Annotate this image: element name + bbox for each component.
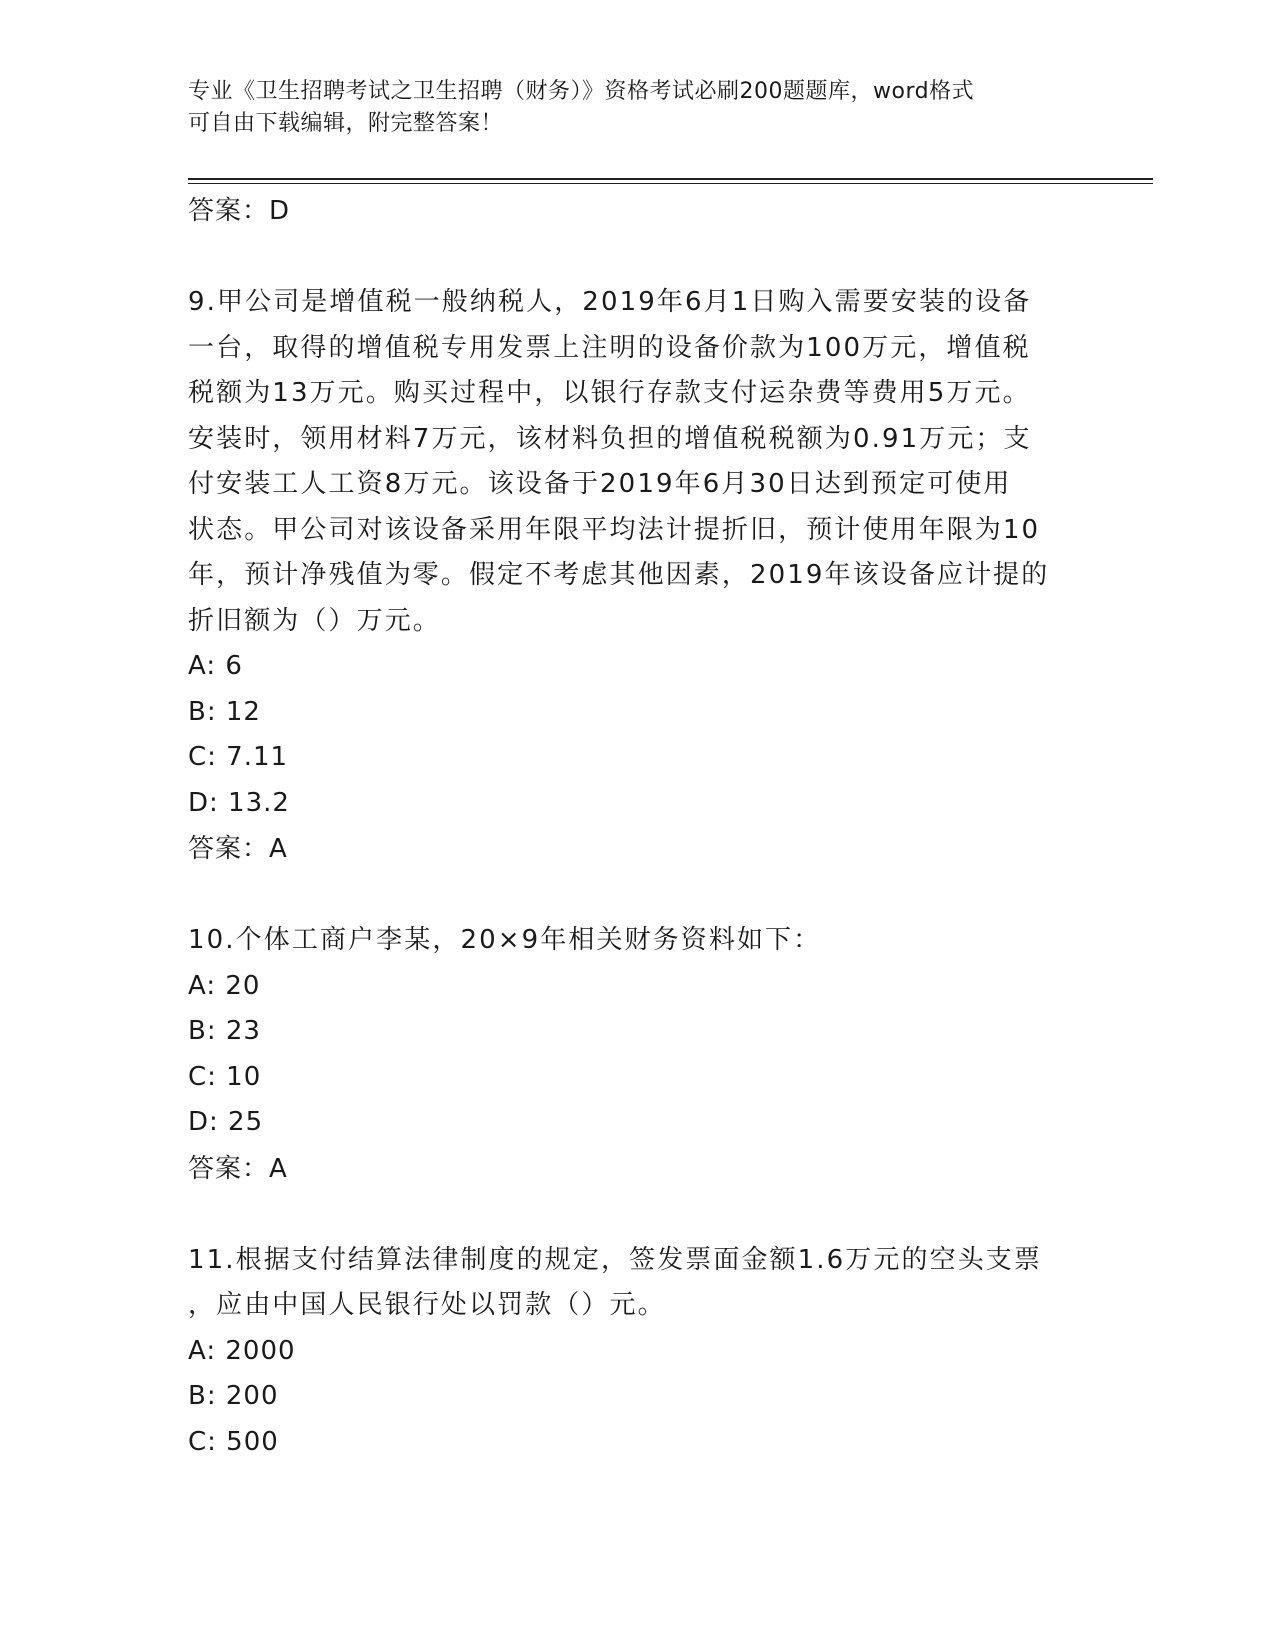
header-divider-thick (188, 178, 1153, 180)
spacer (188, 234, 1078, 280)
option-b: B: 12 (188, 696, 261, 727)
option-b: B: 23 (188, 1016, 261, 1046)
answer: 答案：A (188, 1153, 288, 1184)
question-line: 一台，取得的增值税专用发票上注明的设备价款为100万元，增值税 (188, 332, 1031, 363)
option-c: C: 10 (188, 1061, 262, 1092)
header-line-2: 可自由下载编辑，附完整答案！ (188, 111, 504, 136)
option-a: A: 2000 (188, 1335, 296, 1366)
question-11 (188, 1238, 1078, 1466)
question-line: 10.个体工商户李某，20×9年相关财务资料如下： (188, 925, 822, 955)
question-line: 年，预计净残值为零。假定不考虑其他因素，2019年该设备应计提的 (188, 560, 1050, 590)
option-a: A: 6 (188, 651, 243, 681)
spacer (188, 1192, 1078, 1238)
question-line: 付安装工人工资8万元。该设备于2019年6月30日达到预定可使用 (188, 469, 1012, 499)
question-line: 11.根据支付结算法律制度的规定，签发票面金额1.6万元的空头支票 (188, 1244, 1042, 1275)
question-10 (188, 918, 1078, 1192)
option-b: B: 200 (188, 1381, 279, 1411)
option-c: C: 500 (188, 1426, 279, 1457)
previous-answer: 答案：D (188, 196, 291, 226)
option-c: C: 7.11 (188, 742, 289, 772)
question-9 (188, 280, 1078, 872)
header-line-1: 专业《卫生招聘考试之卫生招聘（财务）》资格考试必刷200题题库，word格式 (188, 79, 975, 104)
option-d: D: 25 (188, 1107, 264, 1137)
question-line: 税额为13万元。购买过程中，以银行存款支付运杂费等费用5万元。 (188, 378, 1031, 408)
question-line: 9.甲公司是增值税一般纳税人，2019年6月1日购入需要安装的设备 (188, 287, 1032, 317)
option-d: D: 13.2 (188, 787, 290, 818)
question-line: 状态。甲公司对该设备采用年限平均法计提折旧，预计使用年限为10 (188, 514, 1041, 545)
question-line: ，应由中国人民银行处以罚款（）元。 (188, 1290, 666, 1320)
document-header (188, 76, 1088, 140)
header-divider-thin (188, 183, 1153, 184)
question-line: 安装时，领用材料7万元，该材料负担的增值税税额为0.91万元；支 (188, 423, 1032, 454)
document-body (188, 188, 1078, 1465)
answer: 答案：A (188, 834, 288, 864)
spacer (188, 872, 1078, 918)
question-line: 折旧额为（）万元。 (188, 605, 441, 636)
option-a: A: 20 (188, 970, 261, 1001)
